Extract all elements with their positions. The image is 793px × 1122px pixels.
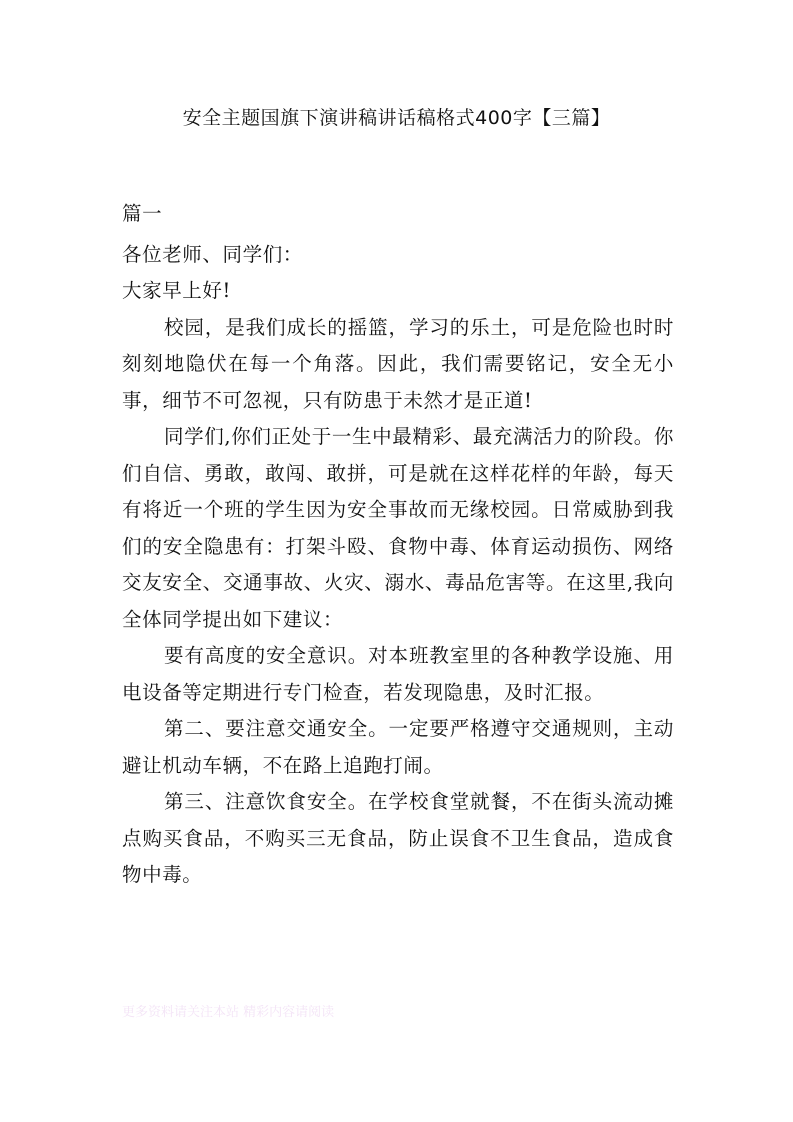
document-body	[122, 196, 674, 894]
paragraph: 第三、注意饮食安全。在学校食堂就餐，不在街头流动摊点购买食品，不购买三无食品，防止误食不卫生食品，造成食物中毒。	[122, 790, 674, 886]
paragraph: 校园，是我们成长的摇篮，学习的乐土，可是危险也时时刻刻地隐伏在每一个角落。因此，我们需要铭记，安全无小事，细节不可忽视，只有防患于未然才是正道!	[122, 315, 674, 412]
section-heading: 篇一	[122, 202, 163, 225]
paragraph: 同学们,你们正处于一生中最精彩、最充满活力的阶段。你们自信、勇敢，敢闯、敢拼，可是就在这样花样的年龄，每天有将近一个班的学生因为安全事故而无缘校园。日常威胁到我们的安全隐患有：打架斗殴、食物中毒、体育运动损伤、网络交友安全、交通事故、火灾、溺水、毒品危害等。在这里,我向全体同学提出如下建议：	[122, 425, 674, 631]
document-title: 安全主题国旗下演讲稿讲话稿格式400字【三篇】	[182, 107, 611, 129]
faded-footer-text: 更多资料请关注本站 精彩内容请阅读	[122, 1005, 335, 1020]
paragraph: 要有高度的安全意识。对本班教室里的各种教学设施、用电设备等定期进行专门检查，若发现隐患，及时汇报。	[122, 644, 674, 704]
greeting: 大家早上好!	[122, 279, 231, 302]
salutation: 各位老师、同学们：	[122, 242, 303, 266]
paragraph: 第二、要注意交通安全。一定要严格遵守交通规则，主动避让机动车辆，不在路上追跑打闹。	[122, 717, 674, 777]
